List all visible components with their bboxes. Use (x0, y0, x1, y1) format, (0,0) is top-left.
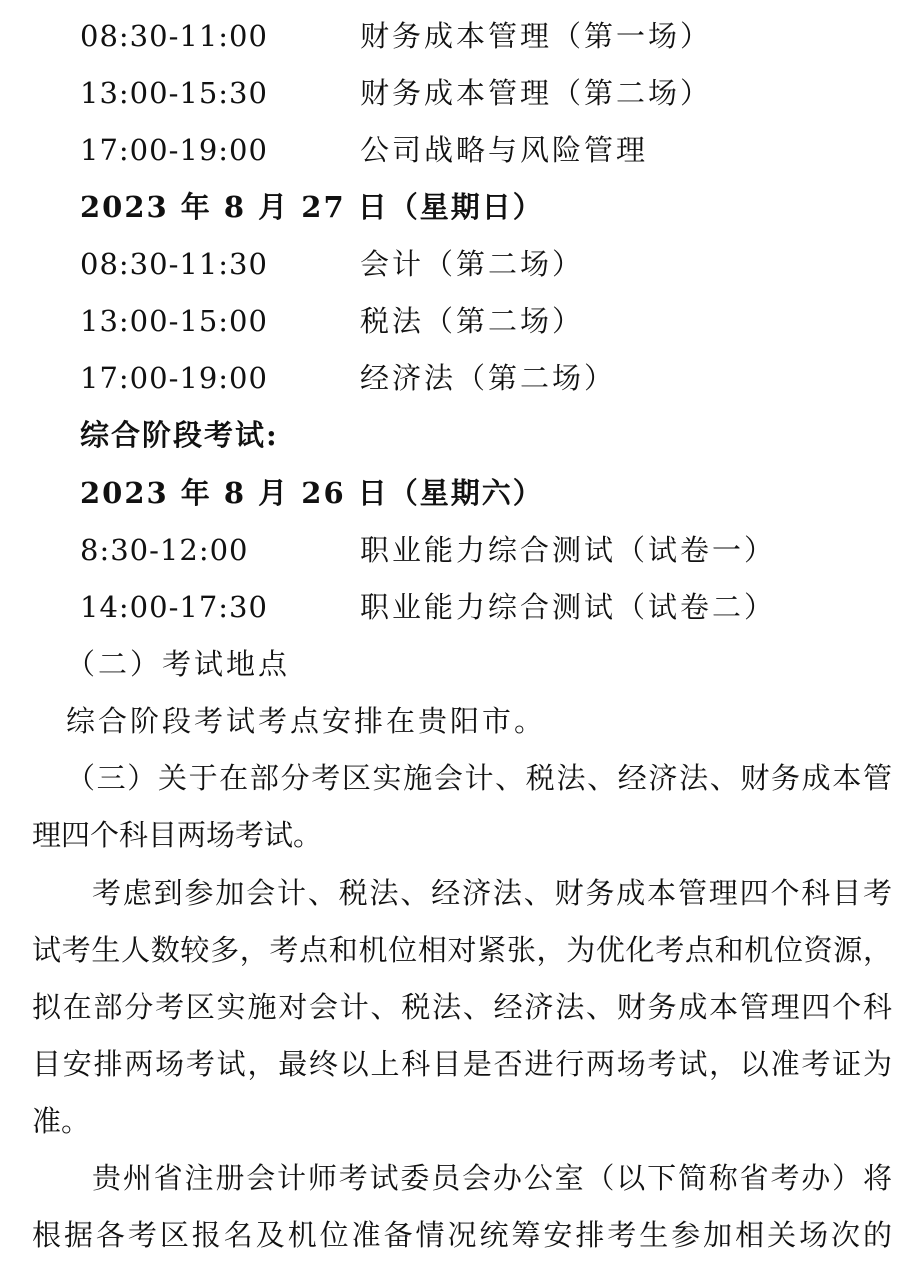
date-heading-text: 2023 年 8 月 26 日（星期六） (80, 476, 544, 510)
paragraph-line: 根据各考区报名及机位准备情况统筹安排考生参加相关场次的 (32, 1218, 892, 1252)
paragraph-line: 考虑到参加会计、税法、经济法、财务成本管理四个科目考 (92, 876, 892, 910)
exam-subject: 会计（第二场） (360, 247, 585, 281)
exam-subject: 财务成本管理（第二场） (360, 76, 713, 110)
exam-subject: 经济法（第二场） (360, 361, 617, 395)
section3-line: （三）关于在部分考区实施会计、税法、经济法、财务成本管 (66, 761, 892, 795)
paragraph-line: 准。 (32, 1104, 91, 1138)
exam-time: 08:30-11:30 (80, 247, 268, 281)
exam-time: 14:00-17:30 (80, 590, 268, 624)
paragraph-line: 试考生人数较多，考点和机位相对紧张，为优化考点和机位资源， (32, 933, 892, 967)
exam-subject: 职业能力综合测试（试卷二） (360, 590, 777, 624)
section3-line: 理四个科目两场考试。 (32, 818, 323, 852)
exam-time: 08:30-11:00 (80, 19, 268, 53)
exam-subject: 公司战略与风险管理 (360, 133, 649, 167)
paragraph-line: 拟在部分考区实施对会计、税法、经济法、财务成本管理四个科 (32, 990, 892, 1024)
comprehensive-heading: 综合阶段考试: (80, 418, 279, 452)
exam-subject: 职业能力综合测试（试卷一） (360, 533, 777, 567)
exam-subject: 财务成本管理（第一场） (360, 19, 713, 53)
exam-time: 13:00-15:30 (80, 76, 268, 110)
date-heading-text: 2023 年 8 月 27 日（星期日） (80, 190, 544, 224)
section2-title: （二）考试地点 (66, 647, 291, 681)
exam-time: 17:00-19:00 (80, 361, 268, 395)
exam-time: 17:00-19:00 (80, 133, 268, 167)
paragraph-line: 贵州省注册会计师考试委员会办公室（以下简称省考办）将 (92, 1161, 892, 1195)
exam-subject: 税法（第二场） (360, 304, 585, 338)
exam-time: 13:00-15:00 (80, 304, 268, 338)
section2-text: 综合阶段考试考点安排在贵阳市。 (66, 704, 547, 738)
exam-time: 8:30-12:00 (80, 533, 249, 567)
paragraph-line: 目安排两场考试，最终以上科目是否进行两场考试，以准考证为 (32, 1047, 892, 1081)
